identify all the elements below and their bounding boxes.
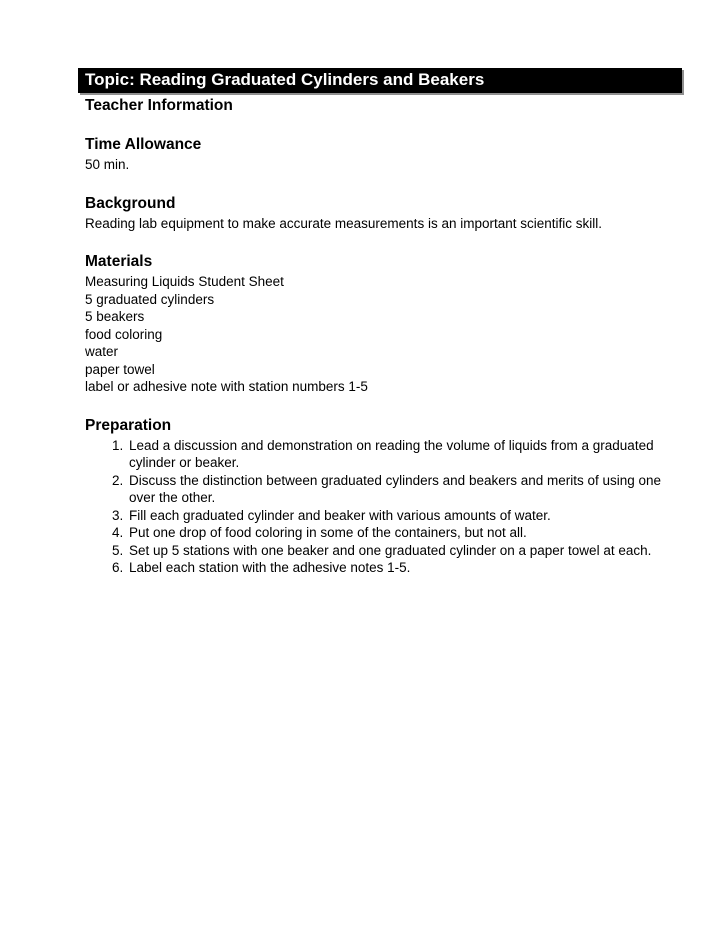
preparation-step: 5. Set up 5 stations with one beaker and one graduated cylinder on a paper towel at each. [127,542,682,560]
materials-item: paper towel [85,361,155,377]
section-materials [85,252,682,396]
preparation-list [85,437,682,577]
materials-item: Measuring Liquids Student Sheet [85,274,284,289]
teacher-information-heading: Teacher Information [85,97,233,114]
preparation-step: 2. Discuss the distinction between graduated cylinders and beakers and merits of using one over the other. [127,472,682,507]
preparation-step: 4. Put one drop of food coloring in some of the containers, but not all. [127,524,682,542]
materials-item: label or adhesive note with station numbers 1-5 [85,379,368,394]
time-allowance-heading: Time Allowance [85,136,202,153]
preparation-step: 1. Lead a discussion and demonstration on reading the volume of liquids from a graduated cylinder or beaker. [127,437,682,472]
document-content [78,68,682,577]
materials-item: food coloring [85,326,163,342]
section-preparation [85,416,682,577]
materials-item: 5 beakers [85,309,145,324]
time-allowance-value: 50 min. [85,157,130,172]
section-time-allowance [85,135,682,174]
topic-title: Topic: Reading Graduated Cylinders and Beakers [85,70,485,89]
materials-item: water [85,344,119,359]
background-text: Reading lab equipment to make accurate measurements is an important scientific skill. [85,215,602,231]
materials-item: 5 graduated cylinders [85,291,215,307]
preparation-step: 6. Label each station with the adhesive notes 1-5. [127,559,682,577]
preparation-heading: Preparation [85,416,172,434]
background-heading: Background [85,194,176,212]
preparation-step: 3. Fill each graduated cylinder and beaker with various amounts of water. [127,507,682,525]
materials-heading: Materials [85,253,153,270]
section-background [85,194,682,233]
topic-title-bar [78,68,682,93]
